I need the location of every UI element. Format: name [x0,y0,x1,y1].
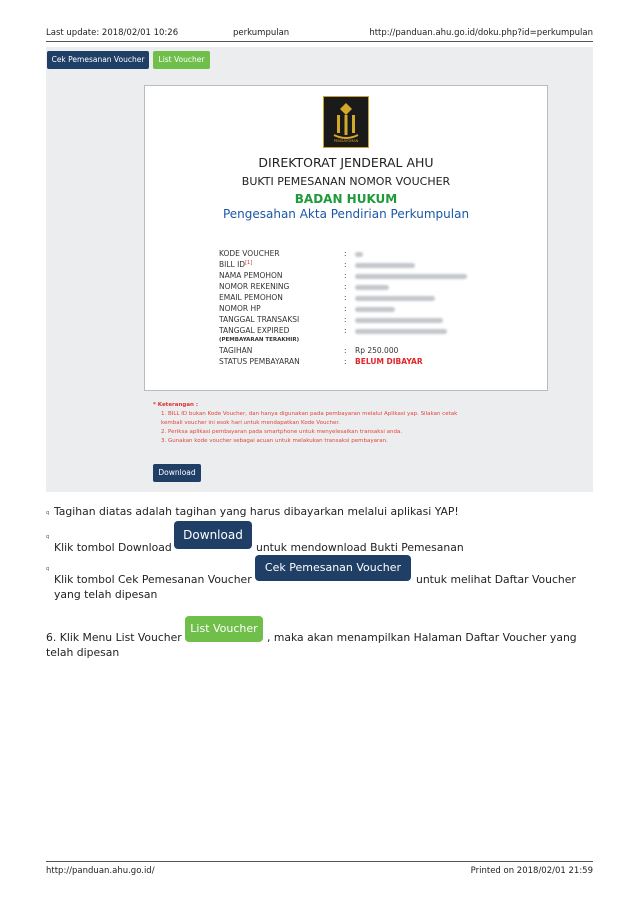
tagihan-instruction: Tagihan diatas adalah tagihan yang harus dibayarkan melalui aplikasi YAP! [54,505,459,518]
list-voucher-tab[interactable]: List Voucher [153,51,210,69]
cek-pemesanan-voucher-tab[interactable]: Cek Pemesanan Voucher [47,51,149,69]
detail-label: KODE VOUCHER [219,249,280,258]
keterangan-item: 2. Periksa aplikasi pembayaran pada smartphone untuk menyelesaikan transaksi anda. [161,429,403,435]
detail-label: TANGGAL EXPIRED [219,326,290,335]
logo-caption: PENGAYOMAN [333,139,359,143]
colon: : [344,293,347,302]
page-header [46,27,593,42]
detail-value-redacted [355,260,415,269]
detail-value-redacted [355,304,395,313]
tagihan-value: Rp 250.000 [355,346,399,355]
colon: : [344,315,347,324]
page-url-text: http://panduan.ahu.go.id/doku.php?id=perkumpulan [369,28,593,38]
footer-url: http://panduan.ahu.go.id/ [46,866,155,876]
footnote-ref[interactable]: [1] [245,260,253,266]
page-footer [46,861,593,880]
last-update-text: Last update: 2018/02/01 10:26 [46,28,179,38]
detail-value-redacted [355,315,443,324]
download-button[interactable]: Download [153,464,201,482]
download-button-image: Download [174,521,252,549]
embedded-screenshot [46,47,593,492]
cek-instruction-post: untuk melihat Daftar Voucher [416,573,576,586]
keterangan-notes [153,401,457,446]
status-badge: BELUM DIBAYAR [355,357,423,366]
receipt-title-line1: DIREKTORAT JENDERAL AHU [258,155,434,170]
colon: : [344,357,347,366]
detail-label: TANGGAL TRANSAKSI [219,315,300,324]
colon: : [344,304,347,313]
bullet-icon: q [46,534,50,540]
colon: : [344,346,347,355]
cek-pemesanan-button-image: Cek Pemesanan Voucher [255,555,411,581]
bullet-icon: q [46,510,50,516]
detail-label: BILL ID [219,260,246,269]
colon: : [344,282,347,291]
voucher-receipt-card: PENGAYOMAN DIREKTORAT JENDERAL AHU BUKTI PEMESANAN NOMOR VOUCHER BADAN HUKUM Pengesahan Akta Pendirian Perkumpulan KODE VOUCHER : BILL ID[1] : NAMA PEMOHON : NOMOR REKENING : EMAIL PEMOHON : NOMOR HP : TANGGAL TRANSAKSI : TANGGAL EXPIRED : (PEMBAYARAN TERAKHIR) TAGIHAN : Rp 250.000 STATUS PEMBAYARAN : BELUM DIBAYAR [144,85,548,391]
pengayoman-logo-icon [323,96,369,148]
page-name-text: perkumpulan [233,28,290,38]
detail-value-redacted [355,293,435,302]
detail-label: NOMOR HP [219,304,261,313]
step-6-post: , maka akan menampilkan Halaman Daftar Voucher yang [267,631,577,644]
detail-value-redacted [355,249,363,258]
list-voucher-button-image: List Voucher [185,616,263,642]
colon: : [344,271,347,280]
cek-instruction-pre: Klik tombol Cek Pemesanan Voucher [54,573,252,586]
tagihan-label: TAGIHAN [219,346,253,355]
colon: : [344,249,347,258]
detail-value-redacted [355,326,447,335]
colon: : [344,260,347,269]
detail-value-redacted [355,271,467,280]
keterangan-item: kembali voucher ini esok hari untuk mendapatkan Kode Voucher. [161,420,340,426]
bullet-icon: q [46,566,50,572]
receipt-title-line3: BADAN HUKUM [294,192,398,206]
cek-instruction-cont: yang telah dipesan [54,588,158,601]
download-instruction-post: untuk mendownload Bukti Pemesanan [256,541,464,554]
step-6-cont: telah dipesan [46,646,120,659]
detail-label: NOMOR REKENING [219,282,290,291]
detail-label: EMAIL PEMOHON [219,293,283,302]
keterangan-title: * Keterangan : [153,402,199,408]
printed-on-text: Printed on 2018/02/01 21:59 [470,866,593,876]
download-instruction-pre: Klik tombol Download [54,541,172,554]
step-6-pre: 6. Klik Menu List Voucher [46,631,182,644]
keterangan-item: 1. BILL ID bukan Kode Voucher, dan hanya digunakan pada pembayaran melalui Aplikasi yap. Silakan cetak [161,411,458,417]
status-label: STATUS PEMBAYARAN [219,357,300,366]
receipt-title-line4: Pengesahan Akta Pendirian Perkumpulan [222,207,470,221]
detail-value-redacted [355,282,389,291]
keterangan-item: 3. Gunakan kode voucher sebagai acuan untuk melakukan transaksi pembayaran. [161,438,388,444]
colon: : [344,326,347,335]
detail-label: NAMA PEMOHON [219,271,283,280]
receipt-title-line2: BUKTI PEMESANAN NOMOR VOUCHER [241,175,451,188]
